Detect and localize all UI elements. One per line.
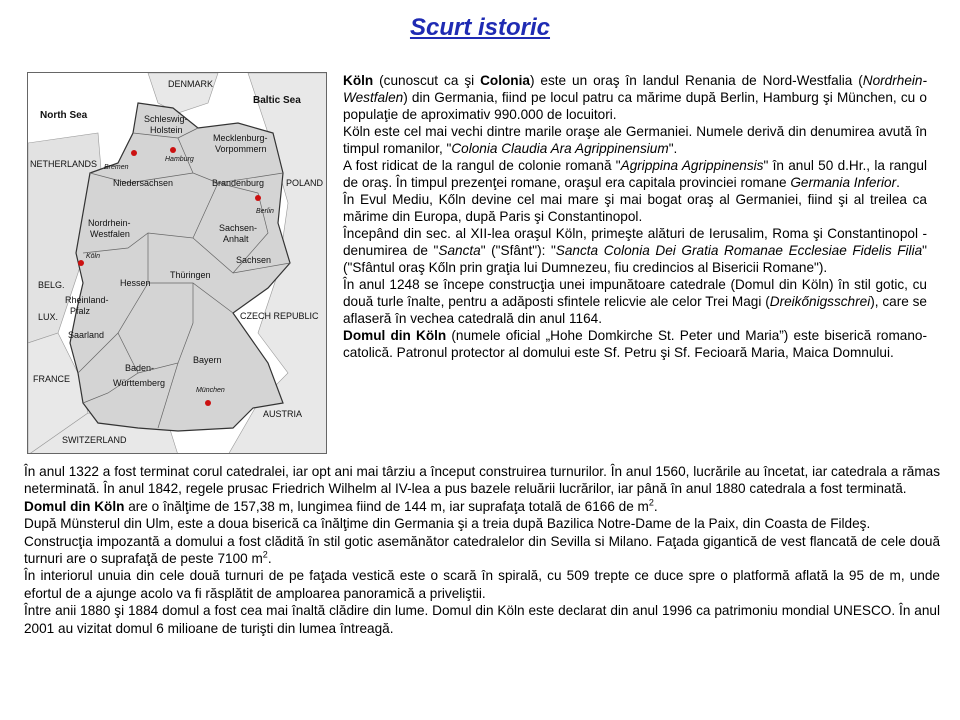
history-paragraph-6: Între anii 1880 şi 1884 domul a fost cea mai înaltă clădire din lume. Domul din Köln este declarat din anul 1996 ca patrimoniu mondial UNESCO. În anul 2001 au vizitat domul 6 milioane de turişti din lumea întreagă. [24, 603, 940, 636]
rheinland-pfalz-label-2: Pfalz [70, 306, 91, 316]
germany-map [27, 72, 327, 454]
italic-span: Sancta Colonia Dei Gratia Romanae Ecclesiae Fidelis Filia [555, 243, 923, 258]
niedersachsen-label: Niedersachsen [113, 178, 174, 188]
text-span: A fost ridicat de la rangul de colonie romană " [343, 158, 621, 173]
schleswig-holstein-label-1: Schleswig- [144, 114, 188, 124]
germany-map-svg [28, 73, 327, 454]
saarland-label: Saarland [68, 330, 105, 340]
sachsen-anhalt-label-1: Sachsen- [219, 223, 258, 233]
text-span: " ("Sfântul oraş Kőln prin graţia lui Dumnezeu, fiu credincios al Bisericii Romane"). [343, 243, 927, 275]
text-span: Construcţia impozantă a domului a fost clădită în stil gotic asemănător catedralelor din Sevilla si Milano. Faţada gigantică de vest flancată de cele două turnuri are o suprafaţă de peste 7100 m [24, 533, 940, 567]
bremen-label: Bremen [104, 164, 129, 171]
domul-bold: Domul din Köln [24, 498, 125, 514]
italic-span: Sancta [438, 243, 481, 258]
czech-label: CZECH REPUBLIC [240, 311, 319, 321]
denmark-label: DENMARK [168, 79, 214, 89]
bayern-label: Bayern [193, 355, 222, 365]
text-span: Începând din sec. al XII-lea oraşul Köln, primeşte alături de Ierusalim, Roma şi Constantinopol - denumirea de " [343, 226, 927, 258]
netherlands-label: NETHERLANDS [30, 159, 98, 169]
italic-span: Agrippina Agrippinensis [620, 158, 764, 173]
text-span: ". [668, 141, 678, 156]
nrw-label-2: Westfalen [90, 229, 130, 239]
intro-paragraph-2 [343, 123, 927, 157]
history-paragraph-1: În anul 1322 a fost terminat corul catedralei, iar opt ani mai târziu a început construirea turnurilor. În anul 1560, lucrările au încetat, iar catedrala a rămas neterminată. În anul 1842, regele prusac Friedrich Wilhelm al IV-lea a pus bazele reluării lucrărilor, iar până în anul 1880 catedrala a fost terminată. [24, 464, 940, 497]
italic-span: Nordrhein-Westfalen [343, 73, 927, 105]
rheinland-pfalz-label-1: Rheinland- [65, 295, 109, 305]
text-span: " ("Sfânt"): " [480, 243, 556, 258]
schleswig-holstein-label-2: Holstein [150, 125, 183, 135]
nrw-label-1: Nordrhein- [88, 218, 131, 228]
text-span: ), care se aflaseră în vechea catedrală din anul 1164. [343, 294, 927, 326]
intro-paragraph-6 [343, 276, 927, 327]
bremen-marker [131, 150, 137, 156]
superscript: 2 [262, 549, 268, 560]
page-title: Scurt istoric [409, 14, 551, 41]
intro-text-block [343, 72, 927, 361]
history-paragraph-3: După Münsterul din Ulm, este a doua biserică ca înălţime din Germania şi a treia după Bazilica Notre-Dame de la Paix, din Coasta de Fildeş. [24, 516, 871, 532]
koeln-name-bold: Köln [343, 73, 374, 88]
history-text-block [24, 463, 940, 637]
mecklenburg-label-2: Vorpommern [215, 144, 267, 154]
text-span: ) din Germania, fiind pe locul patru ca mărime după Berlin, Hamburg şi München, cu o populaţie de aproximativ 990.000 de locuitori. [343, 90, 927, 122]
intro-paragraph-3 [343, 157, 927, 191]
north-sea-label: North Sea [40, 110, 88, 121]
intro-paragraph-4: În Evul Mediu, Kőln devine cel mai mare şi mai bogat oraş al Germaniei, fiind şi al treilea ca mărime din Europa, după Paris şi Constantinopol. [343, 192, 927, 224]
italic-span: Germania Inferior [790, 175, 897, 190]
text-span: (numele oficial „Hohe Domkirche St. Peter und Maria”) este biserică romano-catolică. Patronul protector al domului este Sf. Petru şi Sf. Fecioară Maria, Maica Domnului. [343, 328, 927, 360]
hessen-label: Hessen [120, 278, 151, 288]
hamburg-marker [170, 147, 176, 153]
italic-span: Dreikőnigsschrei [769, 294, 871, 309]
sachsen-label: Sachsen [236, 255, 272, 265]
koeln-marker [78, 260, 84, 266]
muenchen-label: München [196, 387, 225, 394]
text-span: ) este un oraş în landul Renania de Nord-Westfalia ( [529, 73, 863, 88]
muenchen-marker [205, 400, 211, 406]
text-span: Köln este cel mai vechi dintre marile oraşe ale Germaniei. Numele derivă din denumirea avută în timpul romanilor, " [343, 124, 927, 156]
luxembourg-label: LUX. [38, 312, 59, 322]
text-span: (cunoscut ca şi [373, 73, 481, 88]
belgium-label: BELG. [38, 280, 65, 290]
intro-paragraph-1 [343, 72, 927, 123]
baden-label-2: Württemberg [113, 378, 166, 388]
superscript: 2 [648, 497, 654, 508]
domul-bold: Domul din Köln [343, 328, 447, 343]
koeln-label: Köln [86, 253, 101, 260]
thueringen-label: Thüringen [170, 270, 211, 280]
austria-label: AUSTRIA [263, 409, 303, 419]
hamburg-label: Hamburg [165, 156, 194, 163]
text-span: În anul 1248 se începe construcţia unei impunătoare catedrale (Domul din Köln) în stil gotic, cu două turle înalte, pentru a adăposti sfintele relicvie ale celor Trei Magi ( [343, 277, 927, 309]
text-span: are o înălţime de 157,38 m, lungimea fiind de 144 m, iar suprafaţa totală de 6166 de m [124, 498, 649, 514]
berlin-marker [255, 195, 261, 201]
baden-label-1: Baden- [125, 363, 155, 373]
sachsen-anhalt-label-2: Anhalt [223, 234, 249, 244]
intro-paragraph-5 [343, 225, 927, 276]
italic-span: Colonia Claudia Ara Agrippinensium [451, 141, 669, 156]
text-span: . [653, 498, 658, 514]
baltic-sea-label: Baltic Sea [253, 95, 301, 106]
text-span: . [267, 551, 272, 567]
text-span: . [896, 175, 900, 190]
france-label: FRANCE [33, 374, 71, 384]
history-paragraph-4 [24, 533, 940, 568]
text-span: " în anul 50 d.Hr., la rangul de oraş. În timpul prezenţei romane, oraşul era capitala provinciei romane [343, 158, 927, 190]
history-paragraph-2 [24, 498, 940, 515]
switzerland-label: SWITZERLAND [62, 435, 127, 445]
intro-paragraph-7 [343, 327, 927, 361]
brandenburg-label: Brandenburg [212, 178, 265, 188]
colonia-bold: Colonia [480, 73, 530, 88]
poland-label: POLAND [286, 178, 324, 188]
mecklenburg-label-1: Mecklenburg- [213, 133, 268, 143]
history-paragraph-5: În interiorul unuia din cele două turnuri de pe faţada vestică este o scară în spirală, cu 509 trepte ce duce spre o platformă aflată la 95 de m, unde efortul de a ajunge acolo va fi răsplătit de amploarea panoramică a priveliştii. [24, 568, 940, 601]
berlin-label: Berlin [256, 208, 274, 215]
